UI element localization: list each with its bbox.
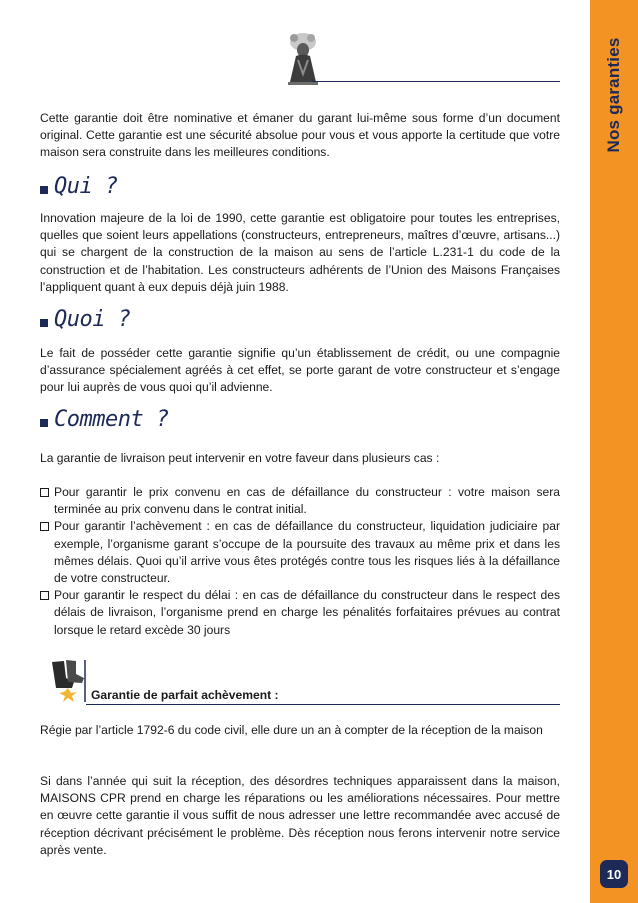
square-bullet-icon bbox=[40, 419, 48, 427]
comment-list bbox=[40, 484, 560, 639]
checkbox-bullet-icon bbox=[40, 591, 49, 600]
heading-comment bbox=[40, 408, 169, 432]
list-item: Pour garantir l’achèvement : en cas de défaillance du constructeur, liquidation judiciaire par exemple, l’organisme garant s’occupe de la poursuite des travaux au même prix et dans les mêmes délais. Quoi qu’il arrive vous êtes protégés contre tous les risques liés à la défaillance de votre constructeur. bbox=[40, 518, 560, 587]
list-item: Pour garantir le prix convenu en cas de défaillance du constructeur : votre maison sera terminée au prix convenu dans le contrat initial. bbox=[40, 484, 560, 518]
person-photo-icon bbox=[280, 30, 326, 86]
heading-qui bbox=[40, 175, 118, 199]
list-item: Pour garantir le respect du délai : en cas de défaillance du constructeur dans le respect des délais de livraison, l’organisme prend en charge les pénalités forfaitaires prévues au contrat lorsque le retard excède 30 jours bbox=[40, 587, 560, 639]
header-rule bbox=[312, 81, 560, 82]
heading-qui-text: Qui ? bbox=[54, 174, 118, 199]
checkbox-bullet-icon bbox=[40, 488, 49, 497]
square-bullet-icon bbox=[40, 186, 48, 194]
quoi-paragraph: Le fait de posséder cette garantie signifie qu’un établissement de crédit, ou une compagnie d’assurance spécialement agréés à cet effet, se porte garant de votre constructeur et s’engage pour lui auprès de vous quoi qu’il advienne. bbox=[40, 346, 560, 395]
section-title-vertical: Nos garanties bbox=[604, 37, 623, 153]
parfait-rule bbox=[86, 704, 560, 705]
parfait-paragraph-2: Si dans l’année qui suit la réception, des désordres techniques apparaissent dans la maison, MAISONS CPR prend en charge les réparations ou les améliorations nécessaires. Pour mettre en œuvre cette garantie il vous suffit de nous adresser une lettre recommandée avec accusé de réception décrivant précisément le problème. Dès réception nous ferons intervenir notre service après vente. bbox=[40, 774, 560, 857]
boots-icon bbox=[44, 658, 86, 704]
intro-paragraph: Cette garantie doit être nominative et émaner du garant lui-même sous forme d’un document original. Cette garantie est une sécurité absolue pour vous et vous apporte la certitude que votre maison sera construite dans les meilleures conditions. bbox=[40, 111, 560, 160]
page-number: 10 bbox=[600, 860, 628, 888]
checkbox-bullet-icon bbox=[40, 522, 49, 531]
parfait-heading: Garantie de parfait achèvement : bbox=[91, 688, 279, 702]
heading-quoi bbox=[40, 308, 130, 332]
square-bullet-icon bbox=[40, 319, 48, 327]
heading-quoi-text: Quoi ? bbox=[54, 307, 131, 332]
comment-intro: La garantie de livraison peut intervenir en votre faveur dans plusieurs cas : bbox=[40, 451, 440, 465]
parfait-paragraph-1: Régie par l’article 1792-6 du code civil, elle dure un an à compter de la réception de la maison bbox=[40, 723, 543, 737]
qui-paragraph: Innovation majeure de la loi de 1990, cette garantie est obligatoire pour toutes les entreprises, quelles que soient leurs appellations (constructeurs, entrepreneurs, maîtres d’œuvre, artisans...) qui se chargent de la construction de la maison au sens de l’article L.231-1 du code de la construction et de l’habitation. Les constructeurs adhérents de l’Union des Maisons Françaises l’appliquent quant à eux depuis déjà juin 1988. bbox=[40, 211, 560, 294]
heading-comment-text: Comment ? bbox=[54, 407, 169, 432]
